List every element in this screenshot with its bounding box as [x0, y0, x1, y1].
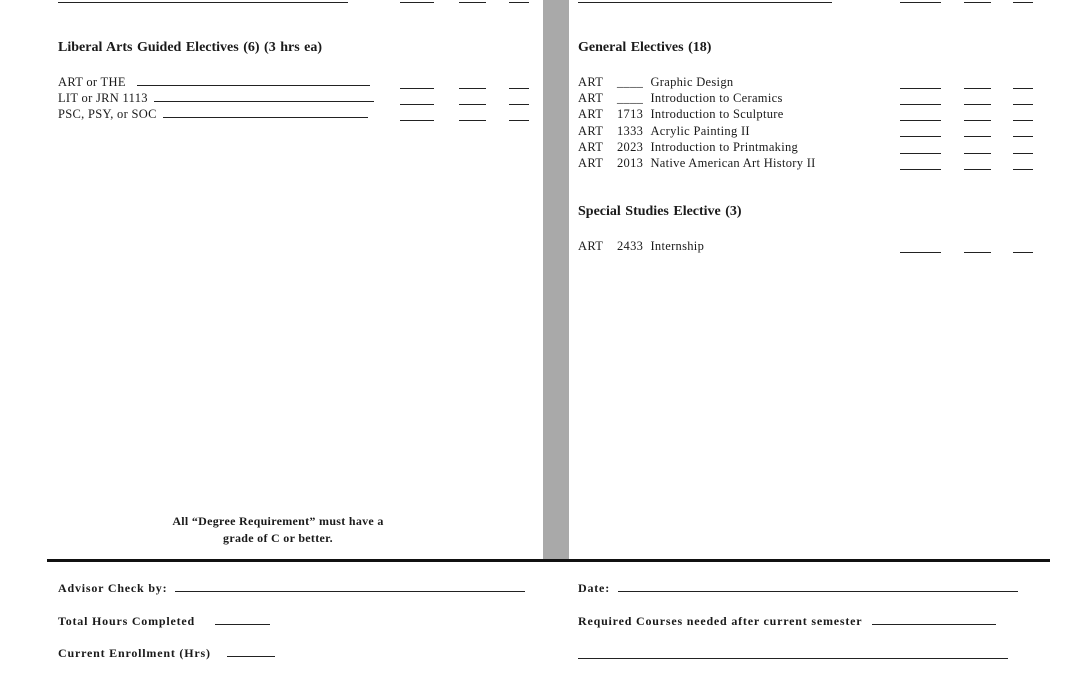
grade-blank[interactable]	[509, 88, 529, 89]
grade-blank[interactable]	[1013, 169, 1033, 170]
grade-blank[interactable]	[964, 88, 991, 89]
general-elective-row	[578, 90, 783, 106]
liberal-arts-row	[58, 90, 374, 106]
grade-blank[interactable]	[900, 136, 941, 137]
course-subject: ART	[578, 239, 604, 253]
course-title: Acrylic Painting II	[650, 124, 750, 138]
course-title: Introduction to Ceramics	[650, 91, 783, 105]
current-enrollment-field[interactable]	[227, 645, 275, 657]
grade-blank[interactable]	[900, 104, 941, 105]
grade-blank[interactable]	[1013, 153, 1033, 154]
special-studies-row	[578, 238, 704, 254]
grade-blank[interactable]	[964, 120, 991, 121]
course-title: Introduction to Sculpture	[650, 107, 784, 121]
grade-note	[58, 513, 498, 547]
cutoff-blank	[400, 2, 434, 3]
cutoff-blank	[509, 2, 529, 3]
course-label: PSC, PSY, or SOC	[58, 107, 157, 121]
advisor-check	[58, 580, 525, 596]
grade-blank[interactable]	[509, 104, 529, 105]
liberal-arts-heading: Liberal Arts Guided Electives (6) (3 hrs ea)	[58, 40, 323, 55]
grade-blank[interactable]	[900, 252, 941, 253]
cutoff-blank	[578, 2, 832, 3]
grade-blank[interactable]	[459, 104, 486, 105]
grade-blank[interactable]	[400, 104, 434, 105]
grade-blank[interactable]	[900, 153, 941, 154]
grade-blank[interactable]	[1013, 136, 1033, 137]
grade-blank[interactable]	[459, 120, 486, 121]
course-blank[interactable]	[137, 74, 370, 86]
course-subject: ART	[578, 91, 604, 105]
cutoff-blank	[900, 2, 941, 3]
grade-blank[interactable]	[1013, 104, 1033, 105]
grade-blank[interactable]	[964, 104, 991, 105]
grade-blank[interactable]	[964, 153, 991, 154]
required-courses-label: Required Courses needed after current semester	[578, 614, 863, 628]
grade-blank[interactable]	[900, 120, 941, 121]
course-subject: ART	[578, 156, 604, 170]
grade-blank[interactable]	[1013, 88, 1033, 89]
general-elective-row	[578, 123, 750, 139]
required-courses	[578, 613, 996, 629]
column-divider	[543, 0, 569, 561]
grade-note-line1: All “Degree Requirement” must have a	[172, 514, 384, 528]
course-label: ART or THE	[58, 75, 126, 89]
course-subject: ART	[578, 140, 604, 154]
course-title: Internship	[650, 239, 705, 253]
grade-blank[interactable]	[900, 88, 941, 89]
current-enrollment-label: Current Enrollment (Hrs)	[58, 646, 211, 660]
course-number: 1713	[617, 107, 644, 121]
cutoff-blank	[459, 2, 486, 3]
course-title: Introduction to Printmaking	[650, 140, 799, 154]
cutoff-blank	[58, 2, 348, 3]
total-hours-label: Total Hours Completed	[58, 614, 196, 628]
general-electives-heading: General Electives (18)	[578, 40, 712, 55]
required-courses-field[interactable]	[872, 613, 996, 625]
advisor-check-label: Advisor Check by:	[58, 581, 168, 595]
liberal-arts-row	[58, 106, 368, 122]
general-elective-row	[578, 74, 733, 90]
grade-blank[interactable]	[400, 88, 434, 89]
grade-note-line2: grade of C or better.	[223, 531, 333, 545]
liberal-arts-row	[58, 74, 370, 90]
date-line	[578, 580, 1018, 596]
course-number: 2433	[617, 239, 644, 253]
date-label: Date:	[578, 581, 610, 595]
current-enrollment	[58, 645, 275, 661]
course-subject: ART	[578, 75, 604, 89]
grade-blank[interactable]	[964, 252, 991, 253]
course-blank[interactable]	[154, 90, 374, 102]
advisor-check-field[interactable]	[175, 580, 525, 592]
course-subject: ART	[578, 124, 604, 138]
general-elective-row	[578, 139, 798, 155]
course-subject: ART	[578, 107, 604, 121]
date-field[interactable]	[618, 580, 1018, 592]
total-hours	[58, 613, 270, 629]
course-number: 1333	[617, 124, 644, 138]
course-number: ____	[617, 75, 644, 89]
grade-blank[interactable]	[509, 120, 529, 121]
grade-blank[interactable]	[459, 88, 486, 89]
course-label: LIT or JRN 1113	[58, 91, 148, 105]
course-number: 2013	[617, 156, 644, 170]
grade-blank[interactable]	[964, 169, 991, 170]
grade-blank[interactable]	[900, 169, 941, 170]
course-title: Native American Art History II	[650, 156, 816, 170]
general-elective-row	[578, 155, 816, 171]
grade-blank[interactable]	[1013, 120, 1033, 121]
course-title: Graphic Design	[650, 75, 734, 89]
grade-blank[interactable]	[1013, 252, 1033, 253]
course-number: 2023	[617, 140, 644, 154]
required-courses-field-2[interactable]	[578, 658, 1008, 659]
general-elective-row	[578, 106, 784, 122]
cutoff-blank	[1013, 2, 1033, 3]
course-blank[interactable]	[163, 106, 368, 118]
grade-blank[interactable]	[964, 136, 991, 137]
total-hours-field[interactable]	[215, 613, 270, 625]
special-studies-heading: Special Studies Elective (3)	[578, 204, 742, 219]
course-number: ____	[617, 91, 644, 105]
grade-blank[interactable]	[400, 120, 434, 121]
cutoff-blank	[964, 2, 991, 3]
footer-rule	[47, 559, 1050, 562]
